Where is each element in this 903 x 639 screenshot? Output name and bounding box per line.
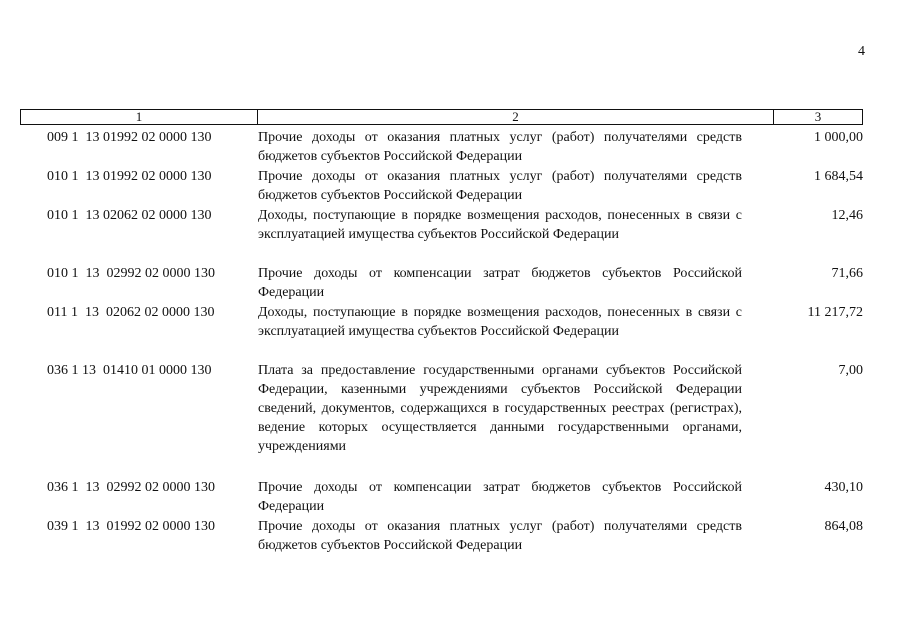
income-description: Прочие доходы от оказания платных услуг (работ) получателями средств бюджетов субъектов Российской Федерации xyxy=(258,169,742,203)
header-col-1: 1 xyxy=(21,110,258,124)
budget-code: 039 1 13 01992 02 0000 130 xyxy=(47,519,215,534)
income-amount: 430,10 xyxy=(824,480,863,495)
budget-code: 010 1 13 02992 02 0000 130 xyxy=(47,266,215,281)
income-amount: 864,08 xyxy=(824,519,863,534)
income-amount: 7,00 xyxy=(838,363,863,378)
income-description: Плата за предоставление государственными органами субъектов Российской Федерации, казенными учреждениями субъектов Российской Федерации сведений, документов, содержащихся в государственных реестрах (регистрах), ведение которых осуществляется данными государственными органами, учреждениями xyxy=(258,363,742,454)
income-description: Прочие доходы от оказания платных услуг (работ) получателями средств бюджетов субъектов Российской Федерации xyxy=(258,519,742,553)
income-description: Прочие доходы от оказания платных услуг (работ) получателями средств бюджетов субъектов Российской Федерации xyxy=(258,130,742,164)
budget-code: 036 1 13 01410 01 0000 130 xyxy=(47,363,212,378)
income-amount: 1 000,00 xyxy=(814,130,863,145)
income-amount: 12,46 xyxy=(831,208,863,223)
income-amount: 1 684,54 xyxy=(814,169,863,184)
income-amount: 71,66 xyxy=(831,266,863,281)
income-amount: 11 217,72 xyxy=(807,305,863,320)
budget-code: 010 1 13 02062 02 0000 130 xyxy=(47,208,212,223)
budget-code: 010 1 13 01992 02 0000 130 xyxy=(47,169,212,184)
header-col-3: 3 xyxy=(814,109,822,124)
income-description: Прочие доходы от компенсации затрат бюджетов субъектов Российской Федерации xyxy=(258,480,742,514)
income-description: Доходы, поступающие в порядке возмещения расходов, понесенных в связи с эксплуатацией имущества субъектов Российской Федерации xyxy=(258,208,742,242)
income-description: Доходы, поступающие в порядке возмещения расходов, понесенных в связи с эксплуатацией имущества субъектов Российской Федерации xyxy=(258,305,742,339)
income-description: Прочие доходы от компенсации затрат бюджетов субъектов Российской Федерации xyxy=(258,266,742,300)
table-header xyxy=(20,109,863,125)
budget-code: 036 1 13 02992 02 0000 130 xyxy=(47,480,215,495)
budget-code: 009 1 13 01992 02 0000 130 xyxy=(47,130,212,145)
page-number: 4 xyxy=(858,44,865,59)
budget-code: 011 1 13 02062 02 0000 130 xyxy=(47,305,215,320)
header-col-2: 2 xyxy=(258,110,774,124)
